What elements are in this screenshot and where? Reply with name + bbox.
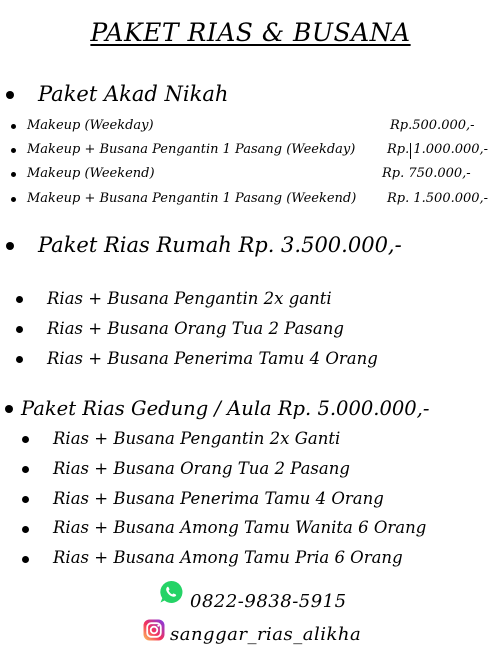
list-bullet bbox=[22, 436, 29, 443]
gedung-item: Rias + Busana Pengantin 2x Ganti bbox=[53, 429, 341, 448]
list-bullet bbox=[16, 296, 23, 303]
akad-item-price: Rp. 750.000,- bbox=[382, 166, 471, 181]
gedung-heading: Paket Rias Gedung / Aula Rp. 5.000.000,- bbox=[21, 397, 430, 420]
page-title: PAKET RIAS & BUSANA bbox=[90, 18, 411, 47]
gedung-item: Rias + Busana Among Tamu Wanita 6 Orang bbox=[53, 518, 427, 537]
gedung-item: Rias + Busana Penerima Tamu 4 Orang bbox=[53, 489, 384, 508]
list-bullet bbox=[11, 124, 16, 129]
instagram-icon bbox=[143, 619, 165, 641]
phone-number[interactable]: 0822-9838-5915 bbox=[190, 591, 347, 612]
akad-item-price: Rp. 1.500.000,- bbox=[387, 191, 489, 206]
akad-item-label: Makeup + Busana Pengantin 1 Pasang (Weekday) bbox=[27, 142, 356, 157]
akad-item-label: Makeup (Weekday) bbox=[27, 118, 154, 133]
akad-item-label: Makeup + Busana Pengantin 1 Pasang (Weekend) bbox=[27, 191, 357, 206]
section-bullet bbox=[6, 242, 14, 250]
list-bullet bbox=[11, 172, 16, 177]
rumah-heading: Paket Rias Rumah Rp. 3.500.000,- bbox=[38, 233, 402, 257]
rumah-item: Rias + Busana Penerima Tamu 4 Orang bbox=[47, 349, 378, 368]
list-bullet bbox=[22, 556, 29, 563]
akad-item-price: Rp. 1.000.000,- bbox=[387, 142, 489, 157]
list-bullet bbox=[16, 326, 23, 333]
list-bullet bbox=[22, 466, 29, 473]
rumah-item: Rias + Busana Orang Tua 2 Pasang bbox=[47, 319, 344, 338]
list-bullet bbox=[11, 197, 16, 202]
list-bullet bbox=[16, 356, 23, 363]
akad-heading: Paket Akad Nikah bbox=[38, 82, 229, 106]
section-bullet bbox=[6, 91, 14, 99]
list-bullet bbox=[22, 526, 29, 533]
instagram-handle[interactable]: sanggar_rias_alikha bbox=[170, 624, 362, 645]
gedung-item: Rias + Busana Orang Tua 2 Pasang bbox=[53, 459, 350, 478]
whatsapp-icon bbox=[158, 579, 184, 605]
akad-item-price: Rp.500.000,- bbox=[390, 118, 475, 133]
gedung-item: Rias + Busana Among Tamu Pria 6 Orang bbox=[53, 548, 403, 567]
akad-item-label: Makeup (Weekend) bbox=[27, 166, 155, 181]
section-bullet bbox=[5, 405, 13, 413]
list-bullet bbox=[22, 496, 29, 503]
rumah-item: Rias + Busana Pengantin 2x ganti bbox=[47, 289, 332, 308]
list-bullet bbox=[11, 148, 16, 153]
